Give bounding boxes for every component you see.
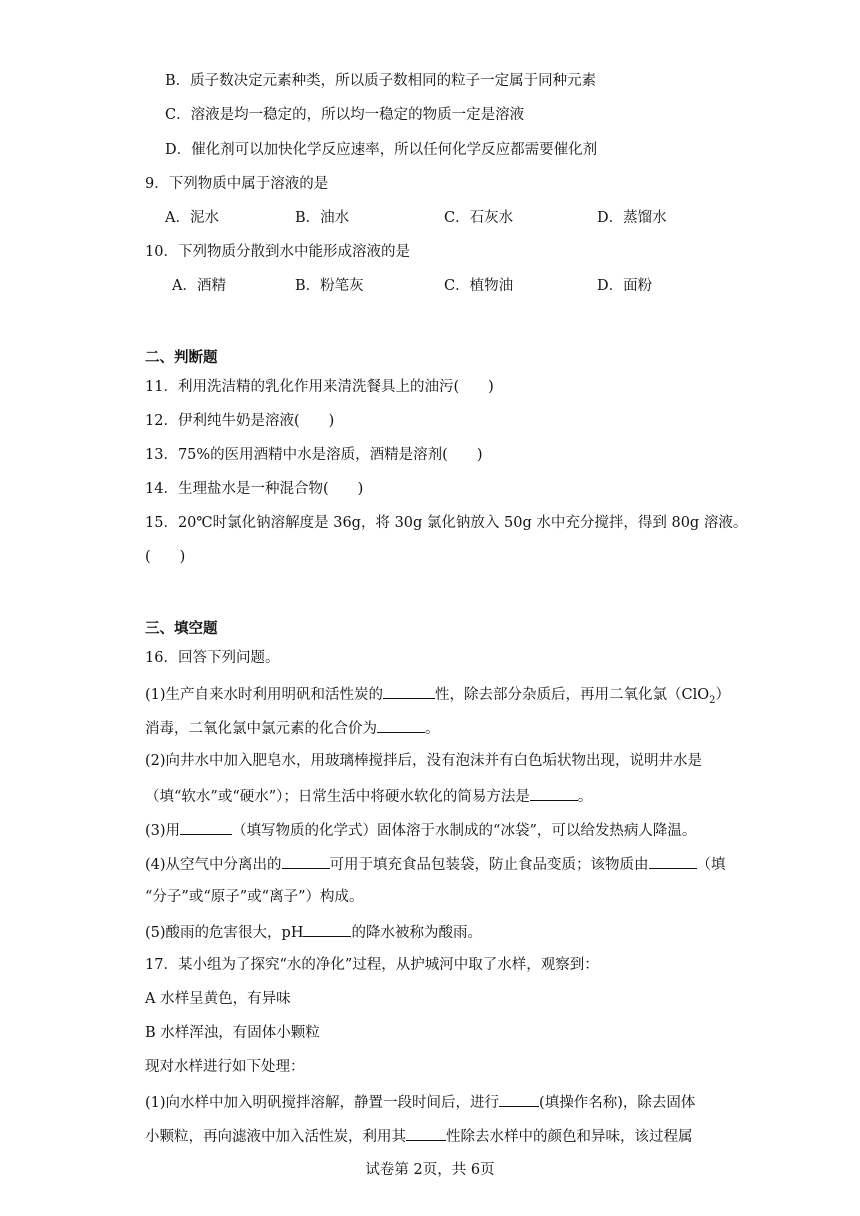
- q16-4-blank-2[interactable]: [649, 853, 697, 869]
- q16-1-text-f: 。: [425, 721, 440, 737]
- q17-1-blank-1[interactable]: [499, 1091, 539, 1107]
- q17-1-blank-2[interactable]: [406, 1125, 446, 1141]
- q16-part5: [145, 921, 482, 943]
- q14: 14．生理盐水是一种混合物( ): [145, 481, 364, 497]
- q16-1-subscript: 2: [709, 694, 716, 706]
- q16-5-blank[interactable]: [303, 921, 351, 937]
- q10-option-b: B．粉笔灰: [295, 278, 364, 294]
- q16-1-text-b: 性，除去部分杂质后，再用二氧化氯（ClO: [435, 687, 710, 703]
- q16-part3: [145, 819, 696, 841]
- q16-4-text-a: (4)从空气中分离出的: [145, 857, 282, 873]
- page-footer: 试卷第 2页，共 6页: [365, 1162, 495, 1178]
- q16-1-text-d: ）: [715, 687, 731, 703]
- q16-2-text-c: 。: [577, 789, 593, 805]
- q16-4-blank-1[interactable]: [282, 853, 330, 869]
- q17-1-text-d: 性除去水样中的颜色和异味，该过程属: [446, 1129, 693, 1145]
- q16-2-blank[interactable]: [530, 785, 578, 801]
- q13: 13．75%的医用酒精中水是溶质，酒精是溶剂( ): [145, 447, 483, 463]
- q16-4-text-b: 可用于填充食品包装袋，防止食品变质；该物质由: [329, 857, 649, 873]
- q17-1-text-c: 小颗粒，再向滤液中加入活性炭，利用其: [145, 1129, 406, 1145]
- q16-part2-line1: (2)向井水中加入肥皂水，用玻璃棒搅拌后，没有泡沫并有白色垢状物出现，说明井水是: [145, 753, 703, 769]
- q15: 15．20℃时氯化钠溶解度是 36g，将 30g 氯化钠放入 50g 水中充分搅拌，得到 80g 溶液。: [145, 515, 748, 531]
- q17-procedure: 现对水样进行如下处理：: [145, 1059, 305, 1075]
- q11: 11．利用洗洁精的乳化作用来清洗餐具上的油污( ): [145, 379, 494, 395]
- q16-2-text-b: （填“软水”或“硬水”）；日常生活中将硬水软化的简易方法是: [145, 789, 530, 805]
- q17-part1-line1: [145, 1091, 695, 1113]
- q9-option-c: C．石灰水: [444, 210, 514, 226]
- q10-option-c: C．植物油: [444, 278, 514, 294]
- q12: 12．伊利纯牛奶是溶液( ): [145, 413, 335, 429]
- section3-title: 三、填空题: [145, 620, 218, 637]
- q17-observation-a: A 水样呈黄色，有异味: [145, 991, 291, 1007]
- q16-3-text-a: (3)用: [145, 823, 181, 839]
- q10-stem: 10．下列物质分散到水中能形成溶液的是: [145, 244, 410, 260]
- q16-1-text-e: 消毒，二氧化氯中氯元素的化合价为: [145, 721, 377, 737]
- q16-5-text-a: (5)酸雨的危害很大，pH: [145, 925, 304, 941]
- q8-option-b: B．质子数决定元素种类，所以质子数相同的粒子一定属于同种元素: [165, 73, 597, 89]
- q9-option-a: A．泥水: [165, 210, 219, 226]
- q16-3-blank[interactable]: [180, 819, 232, 835]
- q8-option-d: D．催化剂可以加快化学反应速率，所以任何化学反应都需要催化剂: [165, 142, 598, 158]
- q16-part1-line1: [145, 683, 730, 711]
- q9-stem: 9．下列物质中属于溶液的是: [145, 176, 329, 192]
- q16-part4-line1: [145, 853, 726, 875]
- q16-1-blank-2[interactable]: [377, 717, 425, 733]
- q17-1-text-a: (1)向水样中加入明矾搅拌溶解，静置一段时间后，进行: [145, 1095, 500, 1111]
- q17-observation-b: B 水样浑浊，有固体小颗粒: [145, 1025, 320, 1041]
- q15-paren: ( ): [145, 549, 186, 565]
- q17-part1-line2: [145, 1125, 693, 1147]
- q16-part1-line2: [145, 717, 440, 739]
- q16-1-text-a: (1)生产自来水时利用明矾和活性炭的: [145, 687, 384, 703]
- q16-part4-line2: “分子”或“原子”或“离子”）构成。: [145, 889, 364, 905]
- q10-option-a: A．酒精: [172, 278, 226, 294]
- q16-3-text-b: （填写物质的化学式）固体溶于水制成的“冰袋”，可以给发热病人降温。: [232, 823, 697, 839]
- q16-stem: 16．回答下列问题。: [145, 650, 280, 666]
- section2-title: 二、判断题: [145, 349, 218, 366]
- q17-1-text-b: (填操作名称)，除去固体: [539, 1095, 696, 1111]
- q17-stem: 17．某小组为了探究“水的净化”过程，从护城河中取了水样，观察到：: [145, 957, 599, 973]
- q9-option-b: B．油水: [295, 210, 350, 226]
- q10-option-d: D．面粉: [597, 278, 653, 294]
- q16-part2-line2: [145, 785, 592, 807]
- q16-5-text-b: 的降水被称为酸雨。: [351, 925, 482, 941]
- q8-option-c: C．溶液是均一稳定的，所以均一稳定的物质一定是溶液: [165, 107, 525, 123]
- q9-option-d: D．蒸馏水: [597, 210, 667, 226]
- q16-1-blank-1[interactable]: [383, 683, 435, 699]
- q16-4-text-c: （填: [696, 857, 726, 873]
